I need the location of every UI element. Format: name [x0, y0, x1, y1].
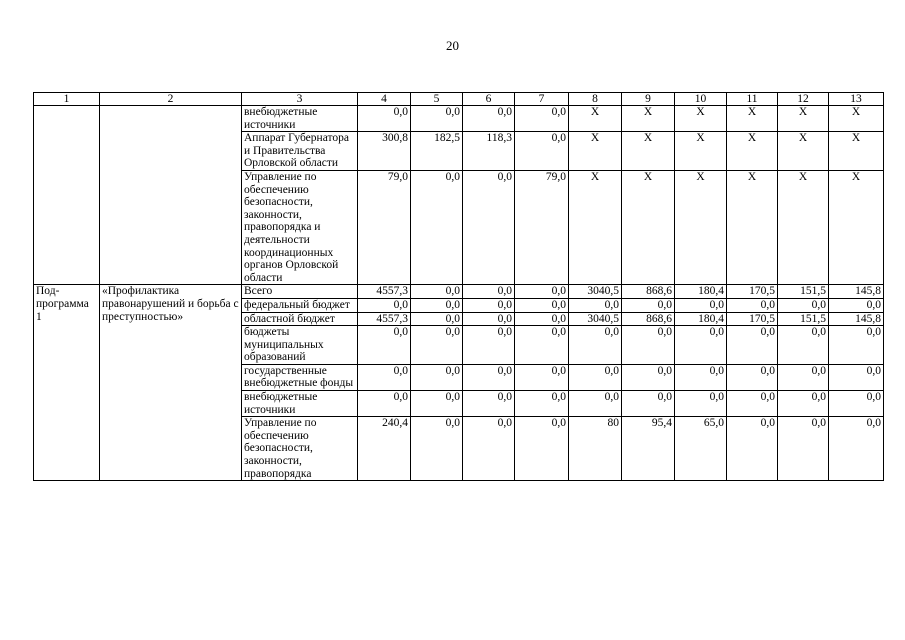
- value-cell: 79,0: [358, 170, 411, 284]
- value-cell: 0,0: [358, 298, 411, 312]
- value-cell: X: [675, 106, 727, 132]
- value-cell: 0,0: [463, 285, 515, 299]
- value-cell: 95,4: [622, 417, 675, 481]
- value-cell: X: [778, 170, 829, 284]
- value-cell: 0,0: [358, 364, 411, 390]
- value-cell: X: [727, 106, 778, 132]
- value-cell: 80: [569, 417, 622, 481]
- value-cell: 151,5: [778, 285, 829, 299]
- value-cell: 0,0: [778, 326, 829, 365]
- value-cell: 0,0: [569, 326, 622, 365]
- value-cell: 240,4: [358, 417, 411, 481]
- table-row: [34, 106, 884, 132]
- value-cell: 0,0: [675, 326, 727, 365]
- value-cell: X: [829, 132, 884, 171]
- value-cell: 0,0: [358, 391, 411, 417]
- value-cell: 868,6: [622, 285, 675, 299]
- value-cell: 0,0: [778, 391, 829, 417]
- value-cell: 180,4: [675, 285, 727, 299]
- value-cell: 0,0: [411, 326, 463, 365]
- value-cell: 0,0: [829, 417, 884, 481]
- funding-source-cell: областной бюджет: [242, 312, 358, 326]
- column-header: 6: [463, 93, 515, 106]
- value-cell: 0,0: [778, 364, 829, 390]
- subprogram-cell: Под-программа 1: [34, 285, 100, 481]
- funding-source-cell: внебюджетные источники: [242, 106, 358, 132]
- value-cell: 0,0: [622, 298, 675, 312]
- value-cell: 180,4: [675, 312, 727, 326]
- value-cell: 0,0: [515, 106, 569, 132]
- value-cell: 0,0: [411, 298, 463, 312]
- value-cell: X: [569, 132, 622, 171]
- value-cell: 0,0: [463, 298, 515, 312]
- value-cell: 4557,3: [358, 312, 411, 326]
- value-cell: 0,0: [569, 364, 622, 390]
- value-cell: 0,0: [622, 364, 675, 390]
- value-cell: 868,6: [622, 312, 675, 326]
- value-cell: 0,0: [463, 417, 515, 481]
- value-cell: X: [778, 106, 829, 132]
- value-cell: 0,0: [829, 326, 884, 365]
- value-cell: X: [675, 132, 727, 171]
- value-cell: 0,0: [463, 326, 515, 365]
- column-header: 7: [515, 93, 569, 106]
- value-cell: 170,5: [727, 312, 778, 326]
- value-cell: 145,8: [829, 312, 884, 326]
- column-header: 10: [675, 93, 727, 106]
- value-cell: 0,0: [569, 391, 622, 417]
- value-cell: 0,0: [829, 391, 884, 417]
- value-cell: 151,5: [778, 312, 829, 326]
- column-header: 12: [778, 93, 829, 106]
- table-row: [34, 285, 884, 299]
- value-cell: 0,0: [515, 326, 569, 365]
- value-cell: 0,0: [622, 391, 675, 417]
- value-cell: 0,0: [727, 326, 778, 365]
- funding-source-cell: Управление по обеспечению безопасности, законности, правопорядка и деятельности координационных органов Орловской области: [242, 170, 358, 284]
- value-cell: 0,0: [727, 364, 778, 390]
- value-cell: 79,0: [515, 170, 569, 284]
- value-cell: 0,0: [675, 391, 727, 417]
- value-cell: 0,0: [463, 312, 515, 326]
- program-cell: [34, 106, 100, 285]
- value-cell: 0,0: [411, 364, 463, 390]
- page-number: 20: [446, 38, 459, 53]
- funding-source-cell: государственные внебюджетные фонды: [242, 364, 358, 390]
- value-cell: 0,0: [515, 298, 569, 312]
- value-cell: 0,0: [727, 391, 778, 417]
- value-cell: 0,0: [829, 298, 884, 312]
- funding-source-cell: внебюджетные источники: [242, 391, 358, 417]
- value-cell: 3040,5: [569, 312, 622, 326]
- column-header: 5: [411, 93, 463, 106]
- column-header: 4: [358, 93, 411, 106]
- value-cell: 0,0: [515, 285, 569, 299]
- value-cell: 0,0: [463, 106, 515, 132]
- value-cell: 0,0: [411, 312, 463, 326]
- value-cell: 0,0: [411, 285, 463, 299]
- program-title-cell: [100, 106, 242, 285]
- value-cell: 0,0: [411, 106, 463, 132]
- column-header: 3: [242, 93, 358, 106]
- value-cell: 0,0: [778, 298, 829, 312]
- value-cell: X: [675, 170, 727, 284]
- column-header: 9: [622, 93, 675, 106]
- value-cell: 0,0: [463, 364, 515, 390]
- value-cell: 0,0: [411, 417, 463, 481]
- value-cell: 0,0: [358, 106, 411, 132]
- value-cell: 4557,3: [358, 285, 411, 299]
- value-cell: 0,0: [515, 417, 569, 481]
- value-cell: X: [622, 132, 675, 171]
- value-cell: 0,0: [515, 391, 569, 417]
- value-cell: 0,0: [463, 170, 515, 284]
- table-body: [34, 106, 884, 481]
- column-header: 2: [100, 93, 242, 106]
- header-row: [34, 93, 884, 106]
- funding-source-cell: Управление по обеспечению безопасности, законности, правопорядка: [242, 417, 358, 481]
- funding-source-cell: бюджеты муниципальных образований: [242, 326, 358, 365]
- column-header: 11: [727, 93, 778, 106]
- value-cell: 0,0: [515, 312, 569, 326]
- value-cell: X: [569, 106, 622, 132]
- value-cell: 0,0: [829, 364, 884, 390]
- funding-source-cell: федеральный бюджет: [242, 298, 358, 312]
- column-header: 13: [829, 93, 884, 106]
- value-cell: 3040,5: [569, 285, 622, 299]
- value-cell: 0,0: [515, 132, 569, 171]
- value-cell: 65,0: [675, 417, 727, 481]
- value-cell: 170,5: [727, 285, 778, 299]
- value-cell: X: [622, 106, 675, 132]
- value-cell: 145,8: [829, 285, 884, 299]
- value-cell: 0,0: [358, 326, 411, 365]
- column-header: 1: [34, 93, 100, 106]
- value-cell: X: [829, 106, 884, 132]
- value-cell: 0,0: [515, 364, 569, 390]
- value-cell: X: [778, 132, 829, 171]
- value-cell: 300,8: [358, 132, 411, 171]
- column-header: 8: [569, 93, 622, 106]
- value-cell: 0,0: [778, 417, 829, 481]
- value-cell: X: [727, 132, 778, 171]
- value-cell: 0,0: [411, 170, 463, 284]
- value-cell: 182,5: [411, 132, 463, 171]
- value-cell: 0,0: [727, 298, 778, 312]
- funding-source-cell: Аппарат Губернатора и Правительства Орловской области: [242, 132, 358, 171]
- value-cell: 0,0: [675, 364, 727, 390]
- value-cell: 0,0: [569, 298, 622, 312]
- value-cell: 0,0: [411, 391, 463, 417]
- value-cell: X: [622, 170, 675, 284]
- value-cell: 0,0: [727, 417, 778, 481]
- value-cell: X: [569, 170, 622, 284]
- value-cell: 0,0: [463, 391, 515, 417]
- value-cell: 0,0: [675, 298, 727, 312]
- budget-table: [33, 92, 884, 481]
- funding-source-cell: Всего: [242, 285, 358, 299]
- value-cell: X: [829, 170, 884, 284]
- subprogram-title-cell: «Профилактика правонарушений и борьба с преступностью»: [100, 285, 242, 481]
- value-cell: 0,0: [622, 326, 675, 365]
- value-cell: X: [727, 170, 778, 284]
- value-cell: 118,3: [463, 132, 515, 171]
